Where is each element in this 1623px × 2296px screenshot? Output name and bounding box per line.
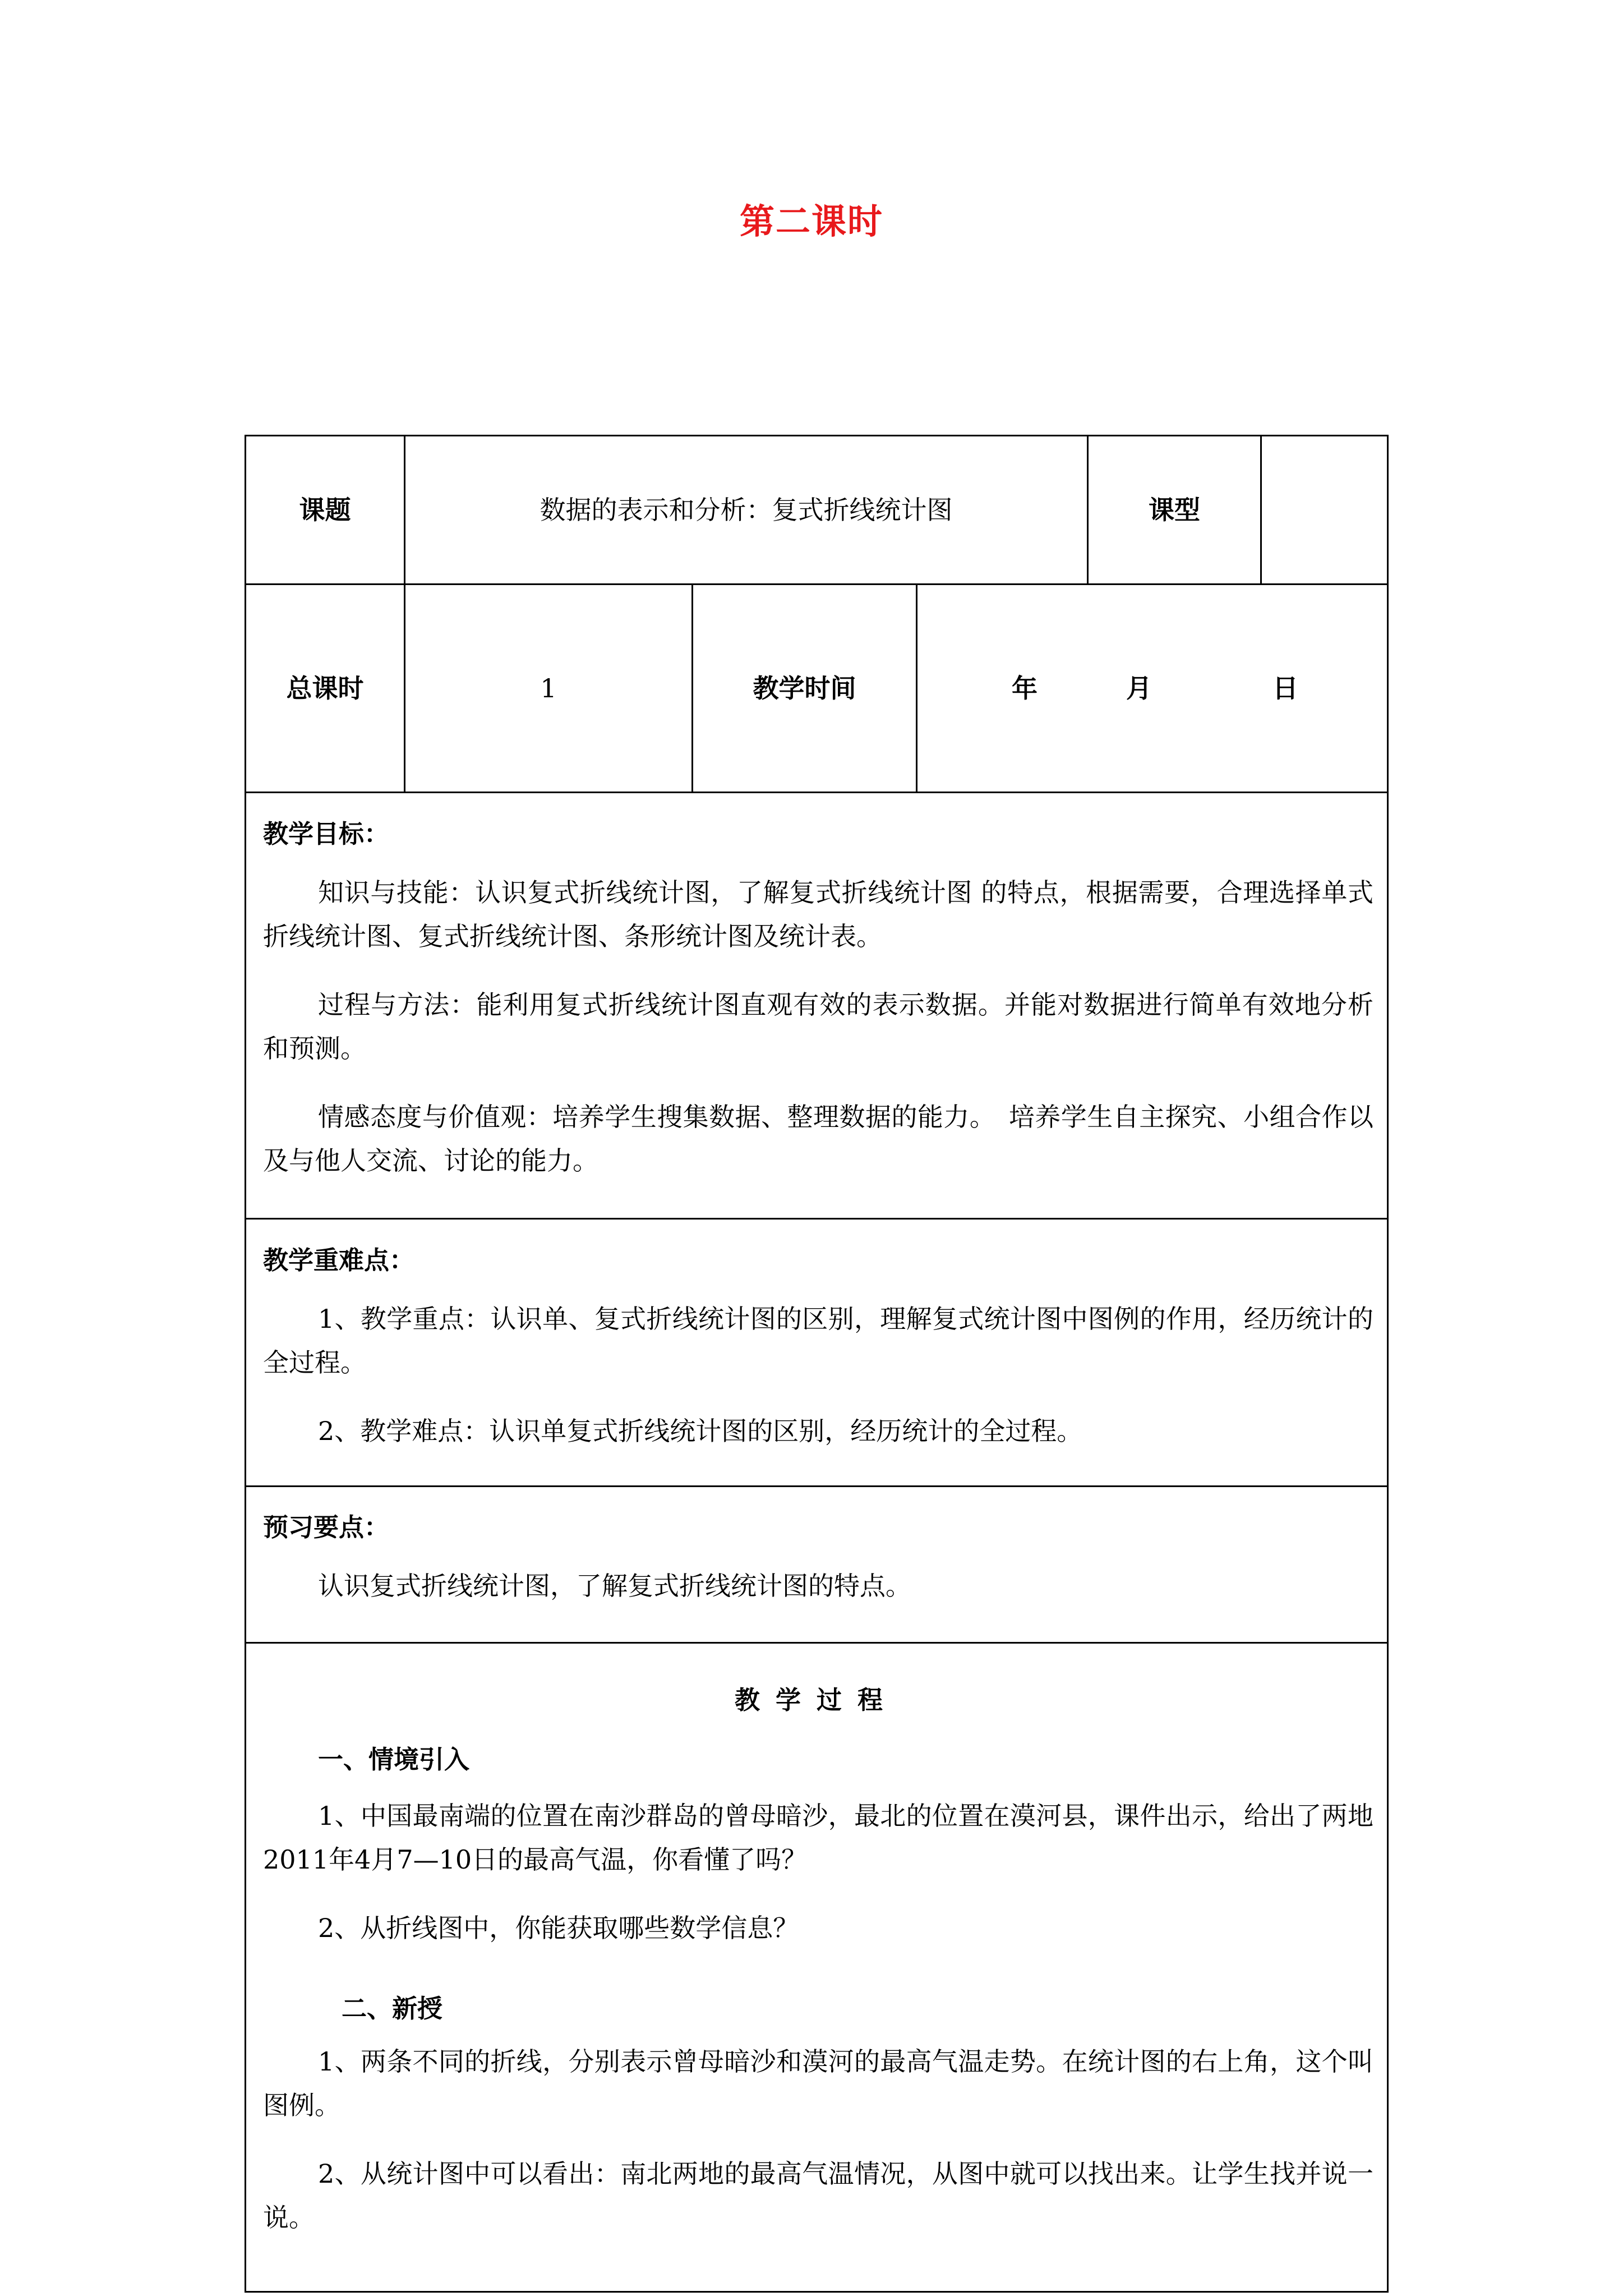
intro-paragraph: 2、从折线图中，你能获取哪些数学信息？: [318, 1913, 799, 1943]
section-intro-heading: 一、情境引入: [318, 1745, 470, 1774]
preview-section: [263, 1509, 1373, 1608]
row-divider: [246, 1485, 1387, 1487]
objectives-heading: 教学目标：: [263, 819, 390, 849]
type-label: 课型: [1149, 495, 1200, 525]
row-divider: [246, 792, 1387, 793]
key-points-heading: 教学重难点：: [263, 1245, 415, 1275]
year-label: 年: [1012, 673, 1038, 703]
process-title: 教学过程: [734, 1685, 898, 1715]
preview-heading: 预习要点：: [263, 1512, 390, 1542]
row-divider: [246, 1218, 1387, 1220]
key-points-section: [263, 1242, 1373, 1453]
day-label: 日: [1272, 673, 1298, 703]
objective-attitude: 情感态度与价值观：培养学生搜集数据、整理数据的能力。 培养学生自主探究、小组合作以及与他人交流、讨论的能力。: [263, 1102, 1373, 1176]
objectives-section: [263, 816, 1373, 1182]
section-new-heading: 二、新授: [342, 1994, 443, 2023]
column-divider: [916, 583, 917, 793]
intro-paragraph: 1、中国最南端的位置在南沙群岛的曾母暗沙，最北的位置在漠河县，课件出示，给出了两地2011年4月7—10日的最高气温，你看懂了吗？: [263, 1801, 1373, 1875]
row-divider: [246, 1642, 1387, 1644]
new-paragraph: 2、从统计图中可以看出：南北两地的最高气温情况，从图中就可以找出来。让学生找并说一说。: [263, 2159, 1373, 2233]
teaching-time-label: 教学时间: [753, 673, 856, 703]
new-paragraph: 1、两条不同的折线，分别表示曾母暗沙和漠河的最高气温走势。在统计图的右上角，这个叫图例。: [263, 2046, 1373, 2120]
key-point-focus: 1、教学重点：认识单、复式折线统计图的区别，理解复式统计图中图例的作用，经历统计的全过程。: [263, 1304, 1373, 1378]
lesson-plan-table: [245, 435, 1389, 2293]
objective-process: 过程与方法：能利用复式折线统计图直观有效的表示数据。并能对数据进行简单有效地分析和预测。: [263, 990, 1373, 1064]
total-hours-value: 1: [540, 673, 557, 703]
key-point-difficulty: 2、教学难点：认识单复式折线统计图的区别，经历统计的全过程。: [318, 1416, 1083, 1446]
type-value: [1262, 436, 1387, 583]
preview-point: 认识复式折线统计图，了解复式折线统计图的特点。: [318, 1571, 911, 1601]
section-new-body: [263, 2040, 1373, 2239]
topic-value: 数据的表示和分析：复式折线统计图: [540, 495, 953, 525]
month-label: 月: [1126, 673, 1152, 703]
objective-knowledge: 知识与技能：认识复式折线统计图，了解复式折线统计图 的特点，根据需要，合理选择单式折线统计图、复式折线统计图、条形统计图及统计表。: [263, 877, 1373, 951]
total-hours-label: 总课时: [286, 673, 364, 703]
page-title: 第二课时: [739, 201, 883, 242]
section-intro-body: [263, 1794, 1373, 1950]
topic-label: 课题: [299, 495, 351, 525]
